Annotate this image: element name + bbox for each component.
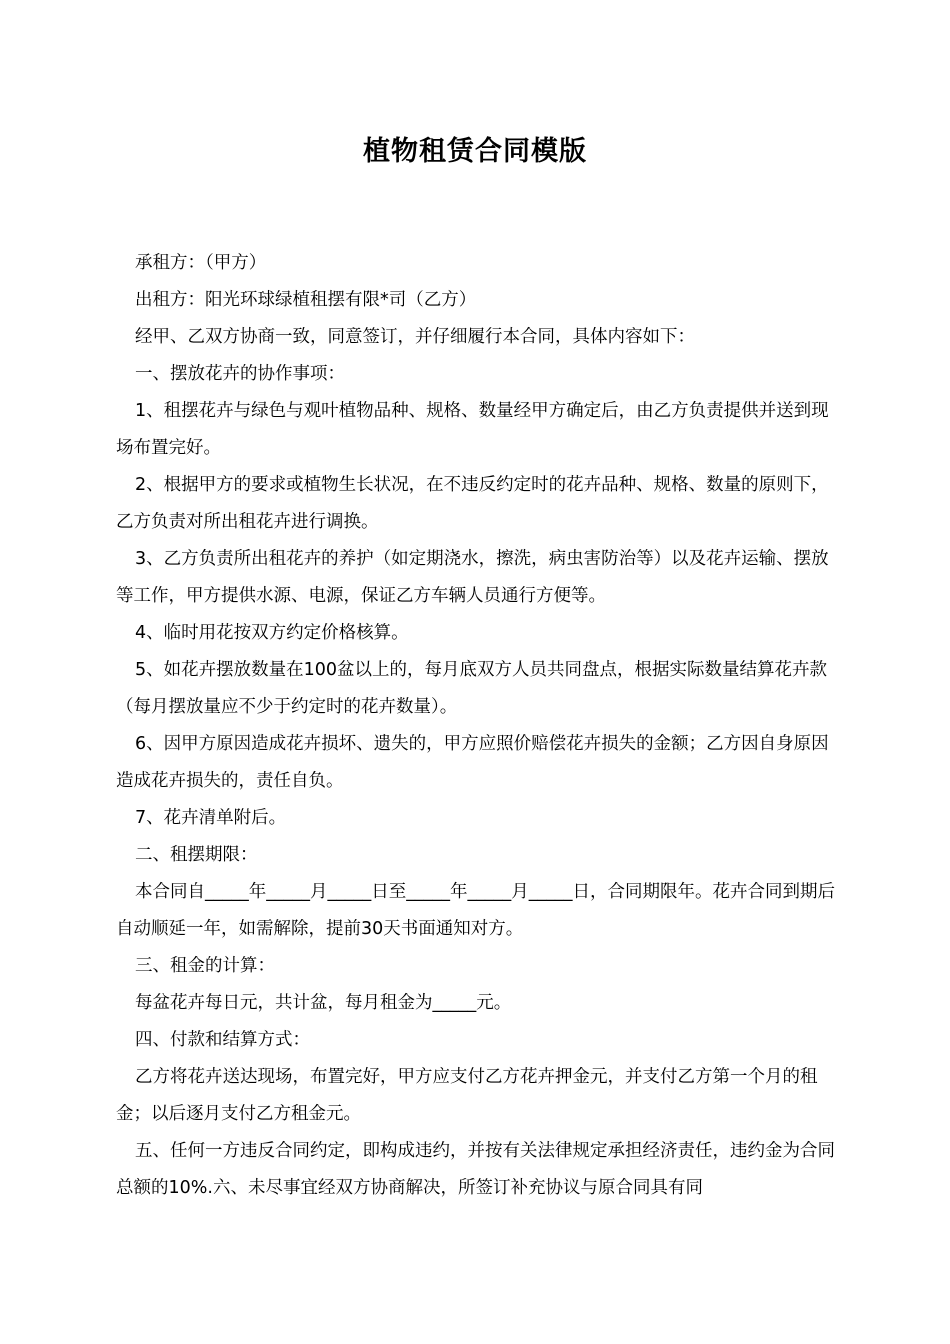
clause-1-2: 2、根据甲方的要求或植物生长状况，在不违反约定时的花卉品种、规格、数量的原则下，乙方负责对所出租花卉进行调换。 <box>116 475 829 532</box>
document-body <box>116 245 840 1207</box>
clause-1-6: 6、因甲方原因造成花卉损坏、遗失的，甲方应照价赔偿花卉损失的金额；乙方因自身原因造成花卉损失的，责任自负。 <box>116 734 829 791</box>
clause-1-7: 7、花卉清单附后。 <box>135 808 287 828</box>
section-heading-4: 四、付款和结算方式： <box>135 1030 310 1050</box>
term-paragraph: 本合同自_____年_____月_____日至_____年_____月_____日，合同期限年。花卉合同到期后自动顺延一年，如需解除，提前30天书面通知对方。 <box>116 882 835 939</box>
clause-1-3: 3、乙方负责所出租花卉的养护（如定期浇水，擦洗，病虫害防治等）以及花卉运输、摆放等工作，甲方提供水源、电源，保证乙方车辆人员通行方便等。 <box>116 549 829 606</box>
intro-paragraph: 经甲、乙双方协商一致，同意签订，并仔细履行本合同，具体内容如下： <box>135 327 695 347</box>
section-heading-3: 三、租金的计算： <box>135 956 275 976</box>
section-heading-2: 二、租摆期限： <box>135 845 258 865</box>
breach-paragraph: 五、任何一方违反合同约定，即构成违约，并按有关法律规定承担经济责任，违约金为合同总额的10%.六、未尽事宜经双方协商解决，所签订补充协议与原合同具有同 <box>116 1141 835 1198</box>
document-title: 植物租赁合同模版 <box>363 136 587 167</box>
rent-paragraph: 每盆花卉每日元，共计盆，每月租金为_____元。 <box>135 993 512 1013</box>
payment-paragraph: 乙方将花卉送达现场，布置完好，甲方应支付乙方花卉押金元，并支付乙方第一个月的租金；以后逐月支付乙方租金元。 <box>116 1067 818 1124</box>
section-heading-1: 一、摆放花卉的协作事项： <box>135 364 345 384</box>
clause-1-1: 1、租摆花卉与绿色与观叶植物品种、规格、数量经甲方确定后，由乙方负责提供并送到现场布置完好。 <box>116 401 829 458</box>
lessor-line: 出租方：阳光环球绿植租摆有限*司（乙方） <box>135 290 477 310</box>
clause-1-4: 4、临时用花按双方约定价格核算。 <box>135 623 409 643</box>
clause-1-5: 5、如花卉摆放数量在100盆以上的，每月底双方人员共同盘点，根据实际数量结算花卉款（每月摆放量应不少于约定时的花卉数量）。 <box>116 660 828 717</box>
lessee-line: 承租方：（甲方） <box>135 253 267 273</box>
